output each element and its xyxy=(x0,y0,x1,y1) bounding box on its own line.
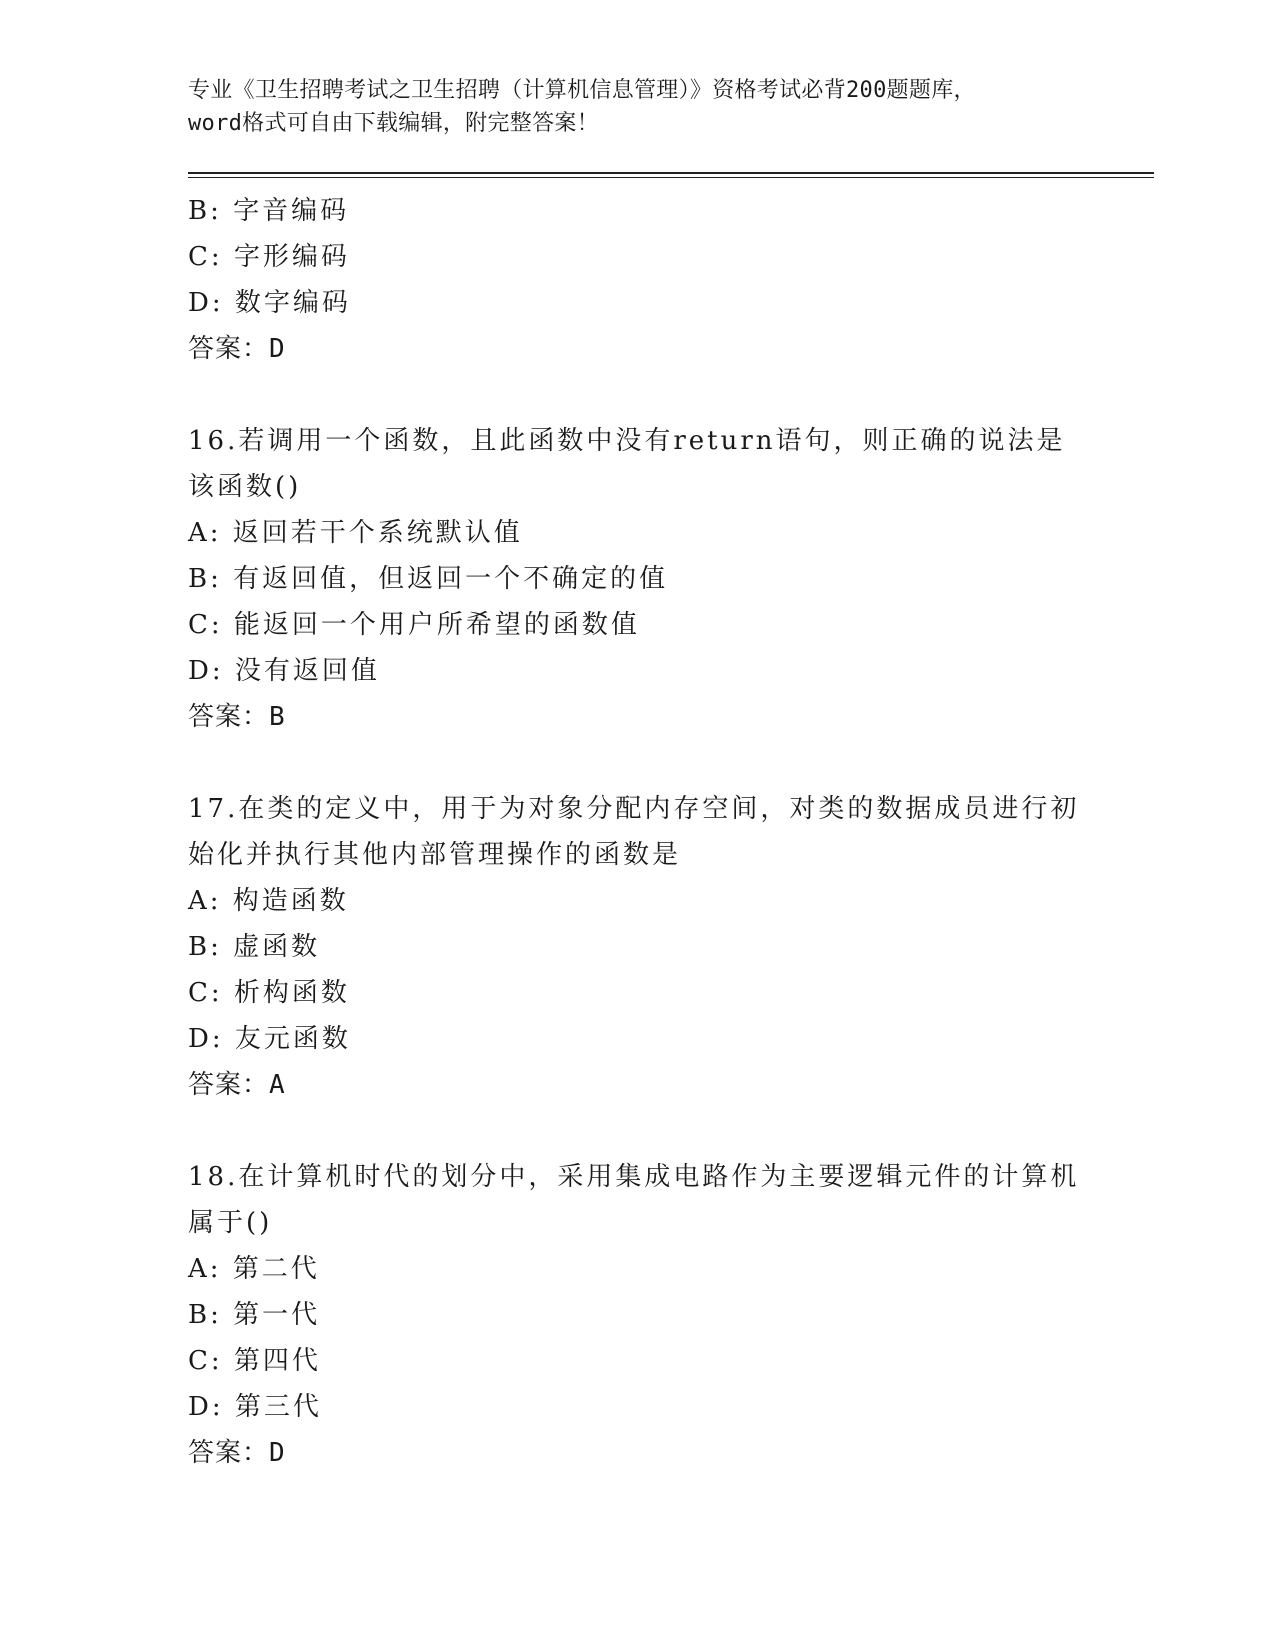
answer: 答案：D xyxy=(188,334,286,364)
option-c: C: 字形编码 xyxy=(188,242,350,272)
header-rule-top xyxy=(188,172,1154,174)
question-stem-cont: 属于() xyxy=(188,1208,273,1238)
option-b: B: 字音编码 xyxy=(188,196,350,226)
option-b: B: 第一代 xyxy=(188,1300,321,1330)
option-d: D: 数字编码 xyxy=(188,288,351,318)
question-list xyxy=(188,188,1148,1476)
option-a: A: 返回若干个系统默认值 xyxy=(188,518,523,548)
header-line-1: 专业《卫生招聘考试之卫生招聘（计算机信息管理）》资格考试必背200题题库， xyxy=(188,78,976,103)
question-stem-cont: 该函数() xyxy=(188,472,302,502)
header-line-2: word格式可自由下载编辑，附完整答案！ xyxy=(188,111,599,136)
question-stem: 18.在计算机时代的划分中，采用集成电路作为主要逻辑元件的计算机 xyxy=(188,1162,1080,1192)
spacer xyxy=(188,1108,1148,1154)
question-17 xyxy=(188,786,1148,1108)
question-18 xyxy=(188,1154,1148,1476)
answer: 答案：D xyxy=(188,1438,286,1468)
question-16 xyxy=(188,418,1148,740)
document-header xyxy=(188,74,1088,140)
option-d: D: 第三代 xyxy=(188,1392,322,1422)
answer: 答案：B xyxy=(188,702,286,732)
header-rule-bottom xyxy=(188,177,1154,178)
question-stem: 17.在类的定义中，用于为对象分配内存空间，对类的数据成员进行初 xyxy=(188,794,1080,824)
question-stem-cont: 始化并执行其他内部管理操作的函数是 xyxy=(188,840,682,870)
option-a: A: 第二代 xyxy=(188,1254,320,1284)
option-a: A: 构造函数 xyxy=(188,886,349,916)
option-b: B: 有返回值，但返回一个不确定的值 xyxy=(188,564,669,594)
option-c: C: 能返回一个用户所希望的函数值 xyxy=(188,610,640,640)
question-15 xyxy=(188,188,1148,372)
question-stem: 16.若调用一个函数，且此函数中没有return语句，则正确的说法是 xyxy=(188,426,1066,456)
option-c: C: 析构函数 xyxy=(188,978,350,1008)
option-d: D: 友元函数 xyxy=(188,1024,351,1054)
spacer xyxy=(188,372,1148,418)
option-d: D: 没有返回值 xyxy=(188,656,380,686)
option-c: C: 第四代 xyxy=(188,1346,321,1376)
spacer xyxy=(188,740,1148,786)
option-b: B: 虚函数 xyxy=(188,932,321,962)
answer: 答案：A xyxy=(188,1070,286,1100)
